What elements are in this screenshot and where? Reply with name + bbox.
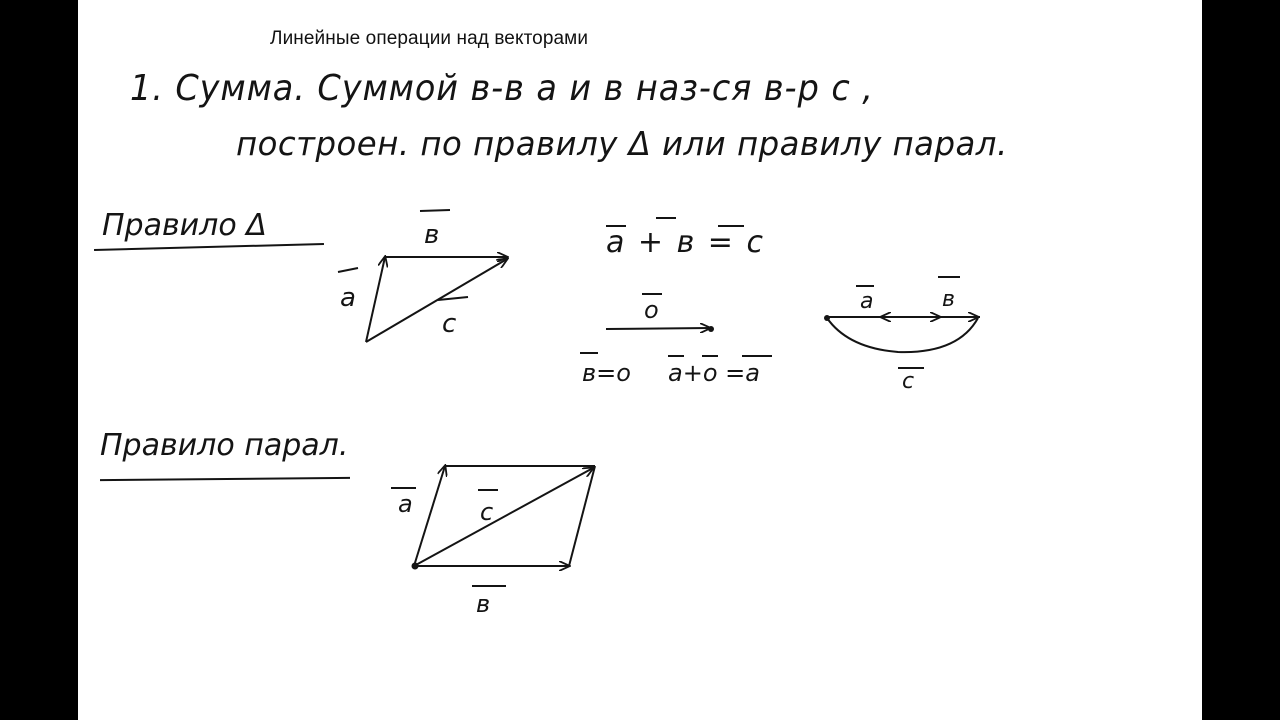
triangle-label-a: a — [340, 283, 356, 313]
collinear-vectors-diagram — [824, 277, 980, 394]
parallelogram-label-a: a — [398, 490, 413, 518]
parallelogram-rule-diagram — [391, 466, 595, 618]
triangle-vector-a — [366, 257, 385, 342]
zero-vector-arrow — [606, 328, 710, 329]
parallelogram-label-c: c — [480, 498, 494, 526]
triangle-label-b: в — [424, 220, 440, 250]
sum-definition-line-2: построен. по правилу Δ или правилу парал. — [236, 124, 1008, 163]
zero-vector-endpoint — [708, 326, 714, 332]
collinear-label-a: a — [860, 289, 874, 314]
parallelogram-label-b: в — [476, 590, 491, 618]
sum-formula-text: a + в = c — [606, 225, 765, 260]
page-title: Линейные операции над векторами — [270, 28, 589, 49]
collinear-label-c: c — [902, 369, 915, 394]
zero-eq-1: в=o — [582, 359, 631, 387]
triangle-rule-heading: Правило Δ — [102, 208, 267, 243]
whiteboard-page — [78, 0, 1202, 720]
parallelogram-rule-heading: Правило парал. — [100, 428, 349, 463]
drawings-canvas — [78, 0, 1202, 720]
zero-vector-diagram — [580, 294, 772, 387]
zero-vector-label: o — [644, 296, 659, 324]
parallelogram-origin-point — [412, 563, 419, 570]
triangle-vector-c — [366, 259, 507, 342]
parallelogram-side-right — [569, 466, 595, 566]
sum-definition-line-1: 1. Сумма. Суммой в-в a и в наз-ся в-р c , — [130, 68, 874, 109]
collinear-label-b: в — [942, 287, 955, 312]
triangle-overline-b — [420, 210, 450, 211]
triangle-overline-a — [338, 268, 358, 272]
sum-formula — [606, 218, 765, 260]
triangle-label-c: c — [442, 309, 457, 339]
zero-eq-2: a+o =a — [668, 359, 760, 387]
collinear-vector-c-arc — [827, 318, 978, 352]
triangle-rule-diagram — [338, 210, 507, 342]
